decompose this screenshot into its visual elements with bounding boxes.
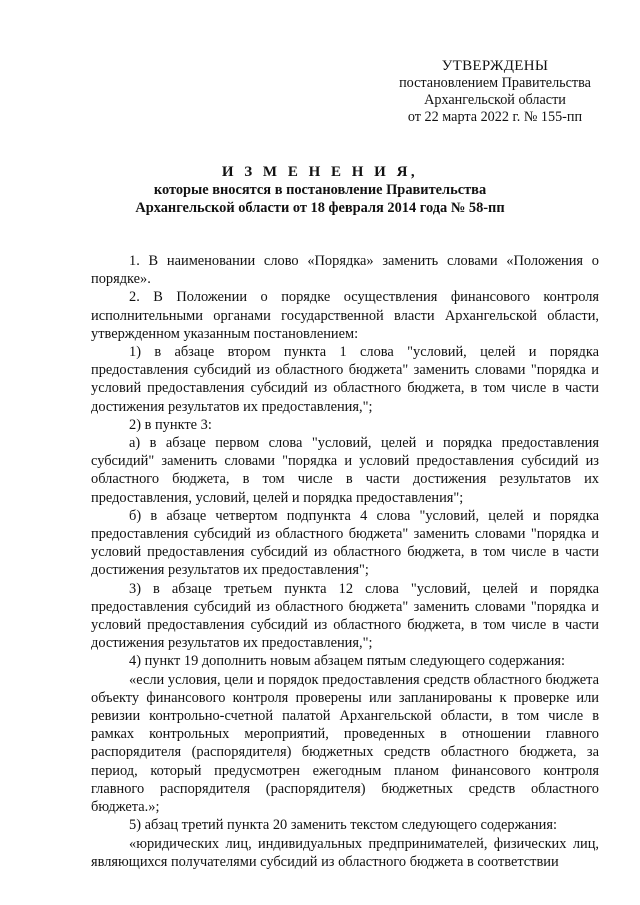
paragraph: 4) пункт 19 дополнить новым абзацем пятым следующего содержания: xyxy=(129,653,565,670)
paragraph: 1) в абзаце втором пункта 1 слова "условий, целей и порядка предоставления субсидий из областного бюджета" заменить словами "порядка и условий предоставления субсидий из областного бюджета, в том числе в части достижения результатов их предоставления,"; xyxy=(91,344,599,415)
document-heading xyxy=(60,163,580,217)
approval-stamp: УТВЕРЖДЕНЫ xyxy=(441,58,549,74)
document-subtitle: которые вносятся в постановление Правительства xyxy=(153,182,487,198)
paragraph: 3) в абзаце третьем пункта 12 слова "условий, целей и порядка предоставления субсидий из областного бюджета" заменить словами "порядка и условий предоставления субсидий из областного бюджета, в том числе в части достижения результатов их предоставления,"; xyxy=(91,580,599,652)
paragraph: 2) в пункте 3: xyxy=(129,416,212,433)
paragraph: 5) абзац третий пункта 20 заменить текстом следующего содержания: xyxy=(129,817,557,834)
document-title: И З М Е Н Е Н И Я, xyxy=(221,164,419,180)
paragraph: а) в абзаце первом слова "условий, целей и порядка предоставления субсидий" заменить словами "порядка и условий предоставления субсидий из областного бюджета, в том числе в части достижения результатов их предоставления, условий, целей и порядка предоставления"; xyxy=(91,435,599,506)
paragraph: 2. В Положении о порядке осуществления финансового контроля исполнительными органами государственной власти Архангельской области, утвержденном указанным постановлением: xyxy=(91,289,599,342)
approval-line: постановлением Правительства xyxy=(399,75,591,91)
approval-date: от 22 марта 2022 г. № 155-пп xyxy=(407,109,583,125)
paragraph: «если условия, цели и порядок предоставления средств областного бюджета объекту финансового контроля проверены или запланированы к проверке или ревизии контрольно-счетной палатой Архангельской области, в том числе в рамках контрольных мероприятий, проведенных в отношении главного распорядителя (распорядителя) бюджетных средств областного бюджета, за период, который предусмотрен ежегодным планом финансового контроля главного распорядителя (распорядителя) бюджетных средств областного бюджета.»; xyxy=(91,671,599,816)
approval-line: Архангельской области xyxy=(424,92,566,108)
document-subtitle: Архангельской области от 18 февраля 2014 года № 58-пп xyxy=(135,200,505,216)
paragraph: «юридических лиц, индивидуальных предпринимателей, физических лиц, являющихся получателями субсидий из областного бюджета в соответствии xyxy=(91,835,599,870)
approval-block xyxy=(380,58,610,126)
paragraph: б) в абзаце четвертом подпункта 4 слова "условий, целей и порядка предоставления субсидий из областного бюджета" заменить словами "порядка и условий предоставления субсидий из областного бюджета, в том числе в части достижения результатов их предоставления"; xyxy=(91,507,599,579)
document-body xyxy=(91,252,599,871)
paragraph: 1. В наименовании слово «Порядка» заменить словами «Положения о порядке». xyxy=(91,253,599,288)
